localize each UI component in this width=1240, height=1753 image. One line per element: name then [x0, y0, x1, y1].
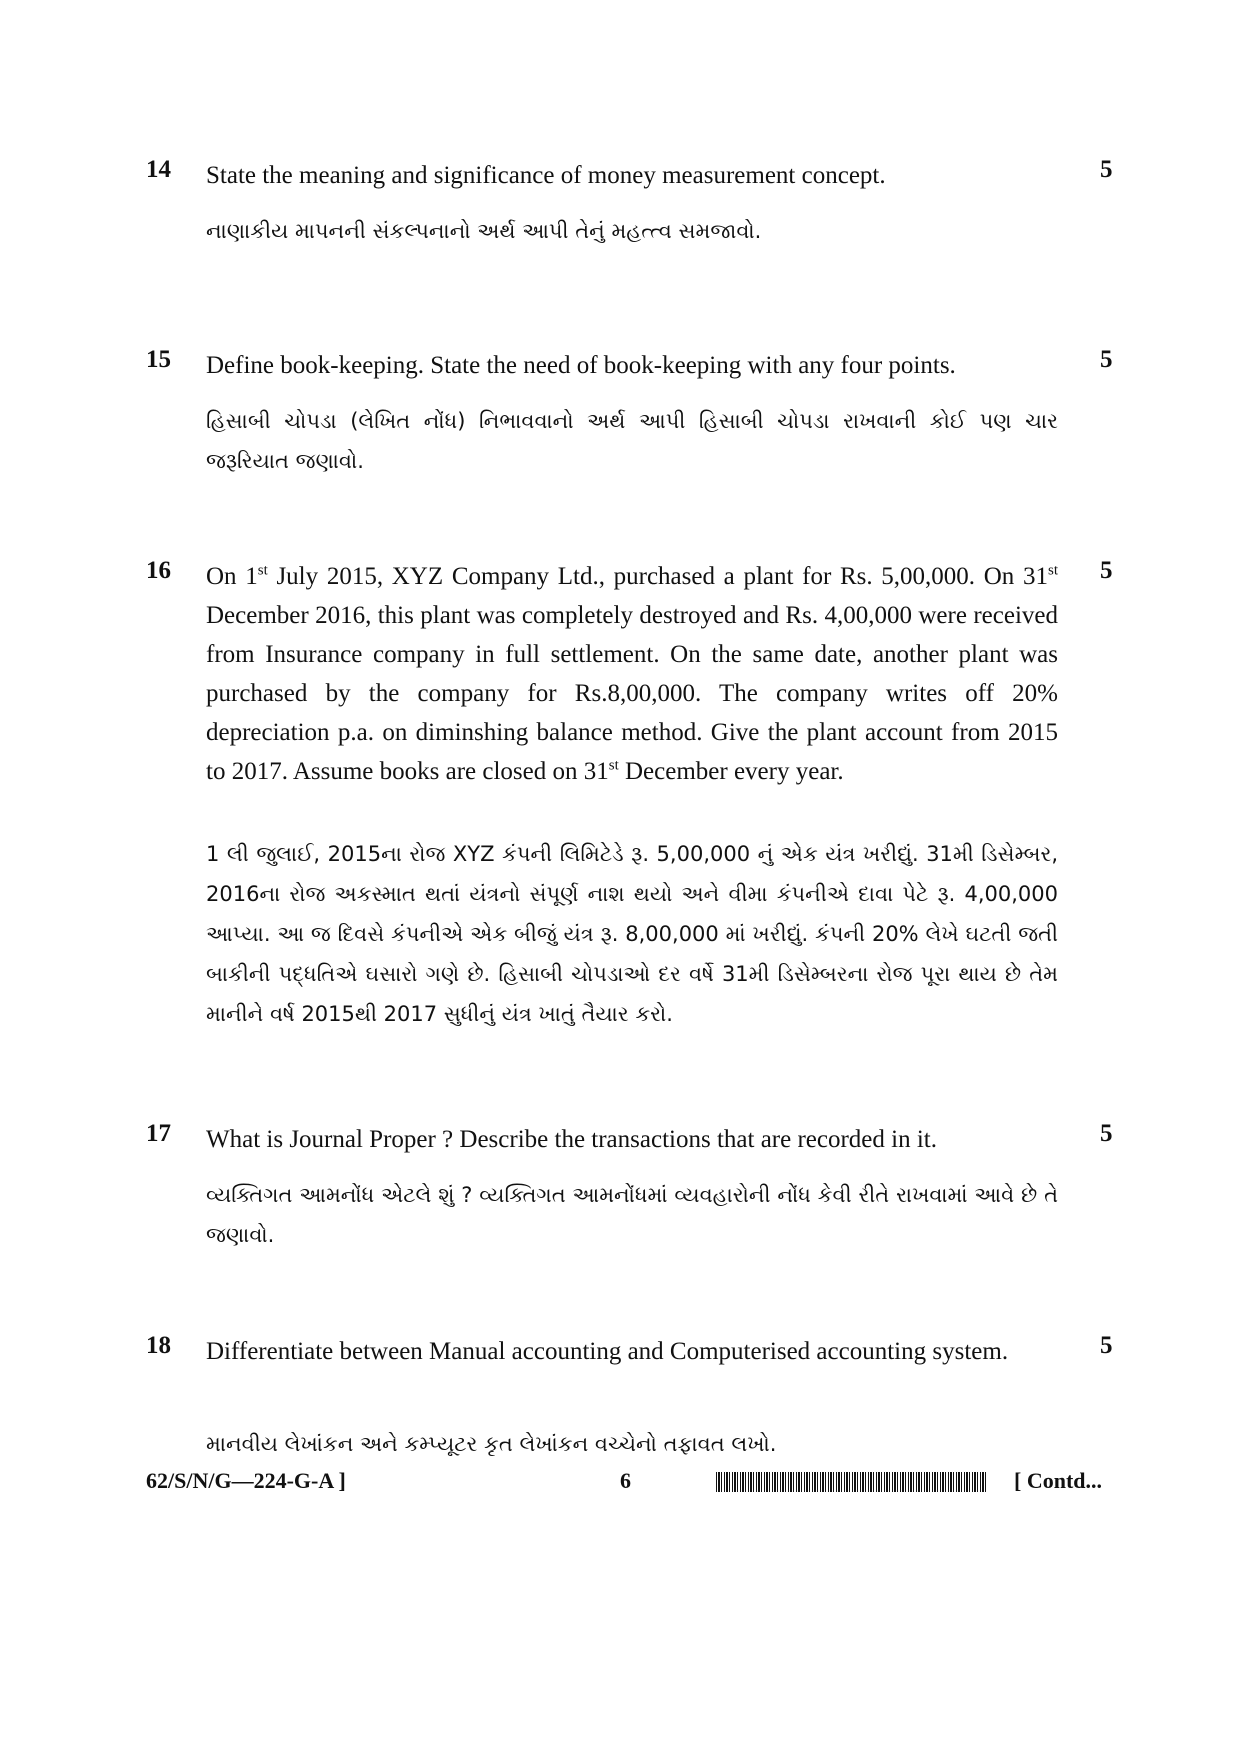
question-marks: 5 [1100, 1332, 1113, 1359]
question-marks: 5 [1100, 156, 1113, 183]
question-number: 15 [146, 346, 171, 373]
page-number: 6 [620, 1468, 631, 1493]
question-marks: 5 [1100, 557, 1113, 584]
question-text-english: State the meaning and significance of money measurement concept. [206, 162, 886, 189]
question-number: 16 [146, 557, 171, 584]
continued-label: [ Contd... [1014, 1468, 1103, 1493]
question-number: 18 [146, 1332, 171, 1359]
paper-code: 62/S/N/G—224-G-A ] [146, 1468, 346, 1493]
question-text-english: What is Journal Proper ? Describe the transactions that are recorded in it. [206, 1126, 937, 1153]
question-text-gujarati: 1 લી જુલાઈ, 2015ના રોજ XYZ કંપની લિમિટેડે રૂ. 5,00,000 નું એક યંત્ર ખરીદ્યું. 31મી ડિસેમ્બર, 2016ના રોજ અકસ્માત થતાં યંત્રનો સંપૂર્ણ નાશ થયો અને વીમા કંપનીએ દાવા પેટે રૂ. 4,00,000 આપ્યા. આ જ દિવસે કંપનીએ એક બીજું યંત્ર રૂ. 8,00,000 માં ખરીદ્યું. કંપની 20% લેખે ઘટતી જતી બાકીની પદ્ધતિએ ઘસારો ગણે છે. હિસાબી ચોપડાઓ દર વર્ષે 31મી ડિસેમ્બરના રોજ પૂરા થાય છે તેમ માનીને વર્ષ 2015થી 2017 સુધીનું યંત્ર ખાતું તૈયાર કરો. [206, 842, 1058, 1026]
question-text-gujarati: હિસાબી ચોપડા (લેખિત નોંધ) નિભાવવાનો અર્થ આપી હિસાબી ચોપડા રાખવાની કોઈ પણ ચાર જરૂરિયાત જણાવો. [206, 409, 1058, 473]
page-footer [0, 1468, 1240, 1508]
question-text-gujarati: નાણાકીય માપનની સંકલ્પનાનો અર્થ આપી તેનું મહત્ત્વ સમજાવો. [206, 219, 762, 243]
question-marks: 5 [1100, 346, 1113, 373]
question-number: 17 [146, 1120, 171, 1147]
question-text-english: Define book-keeping. State the need of book-keeping with any four points. [206, 352, 956, 379]
question-marks: 5 [1100, 1120, 1113, 1147]
question-number: 14 [146, 156, 171, 183]
question-text-english: On 1st July 2015, XYZ Company Ltd., purchased a plant for Rs. 5,00,000. On 31st December 2016, this plant was completely destroyed and Rs. 4,00,000 were received from Insurance company in full settlement. On the same date, another plant was purchased by the company for Rs.8,00,000. The company writes off 20% depreciation p.a. on diminshing balance method. Give the plant account from 2015 to 2017. Assume books are closed on 31st December every year. [206, 562, 1058, 785]
question-text-english: Differentiate between Manual accounting and Computerised accounting system. [206, 1338, 1009, 1365]
question-text-gujarati: વ્યક્તિગત આમનોંધ એટલે શું ? વ્યક્તિગત આમનોંધમાં વ્યવહારોની નોંધ કેવી રીતે રાખવામાં આવે છે તે જણાવો. [206, 1183, 1058, 1247]
question-text-gujarati: માનવીય લેખાંકન અને કમ્પ્યૂટર કૃત લેખાંકન વચ્ચેનો તફાવત લખો. [206, 1432, 777, 1456]
barcode [716, 1472, 988, 1492]
